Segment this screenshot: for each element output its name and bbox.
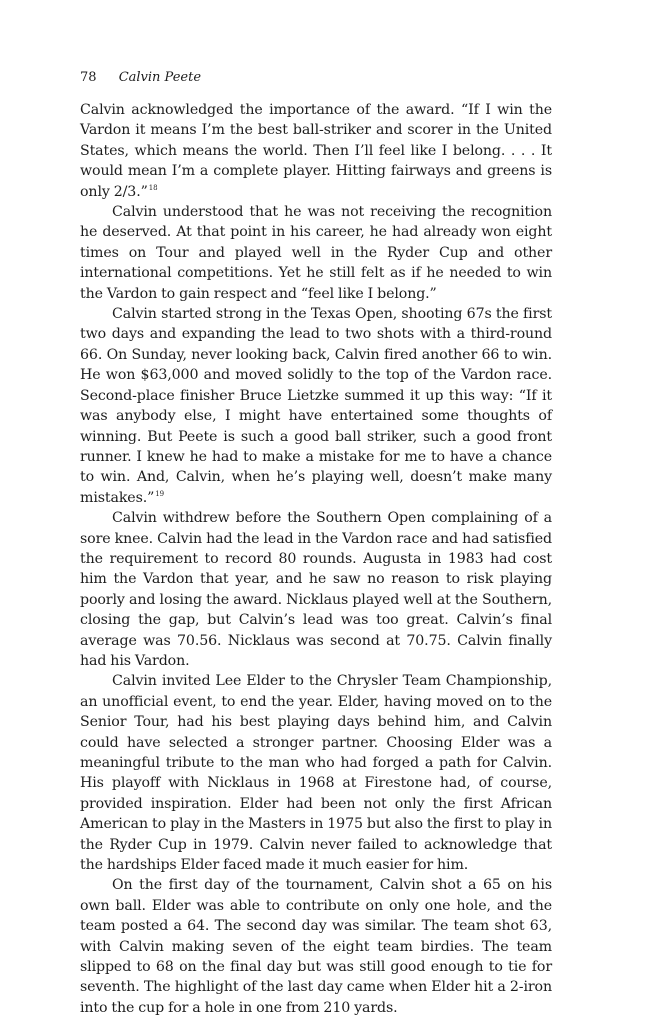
paragraph-text: Calvin invited Lee Elder to the Chrysler Team Championship, an unofficial event, to end the year. Elder, having moved on to the Senior Tour, had his best playing days behind him, and Calvin could have selected a stronger partner. Choosing Elder was a meaningful tribute to the man who had forged a path for Calvin. His playoff with Nicklaus in 1968 at Firestone had, of course, provided inspiration. Elder had been not only the first African American to play in the Masters in 1975 but also the first to play in the Ryder Cup in 1979. Calvin never failed to acknowledge that the hardships Elder faced made it much easier for him.	[80, 673, 552, 874]
paragraph-text: Calvin started strong in the Texas Open, shooting 67s the first two days and expanding the lead to two shots with a third-round 66. On Sunday, never looking back, Calvin fired another 66 to win. He won $63,000 and moved solidly to the top of the Vardon race. Second-place finisher Bruce Lietzke summed it up this way: “If it was anybody else, I might have entertained some thoughts of winning. But Peete is such a good ball striker, such a good front runner. I knew he had to make a mistake for me to have a chance to win. And, Calvin, when he’s playing well, doesn’t make many mistakes.”	[80, 306, 552, 506]
footnote-marker-19: 19	[155, 489, 164, 498]
paragraph-text: Calvin acknowledged the importance of the award. “If I win the Vardon it means I’m the best ball-striker and scorer in the United States, which means the world. Then I’ll feel like I belong. . . . It would mean I’m a complete player. Hitting fairways and greens is only 2/3.”	[80, 102, 552, 200]
paragraph-3	[80, 304, 552, 508]
paragraph-text: On the first day of the tournament, Calvin shot a 65 on his own ball. Elder was able to contribute on only one hole, and the team posted a 64. The second day was similar. The team shot 63, with Calvin making seven of the eight team birdies. The team slipped to 68 on the final day but was still good enough to tie for seventh. The highlight of the last day came when Elder hit a 2-iron into the cup for a hole in one from 210 yards.	[80, 877, 552, 1016]
paragraph-text: Calvin understood that he was not receiving the recognition he deserved. At that point in his career, he had already won eight times on Tour and played well in the Ryder Cup and other international competitions. Yet he still felt as if he needed to win the Vardon to gain respect and “feel like I belong.”	[80, 204, 552, 302]
running-title: Calvin Peete	[118, 70, 202, 85]
running-head	[80, 70, 201, 86]
paragraph-2	[80, 202, 552, 304]
page-number: 78	[80, 70, 97, 85]
paragraph-6	[80, 875, 552, 1018]
footnote-marker-18: 18	[148, 183, 158, 192]
body-text	[80, 100, 552, 1018]
paragraph-5	[80, 671, 552, 875]
paragraph-text: Calvin withdrew before the Southern Open complaining of a sore knee. Calvin had the lead in the Vardon race and had satisfied the requirement to record 80 rounds. Augusta in 1983 had cost him the Vardon that year, and he saw no reason to risk playing poorly and losing the award. Nicklaus played well at the Southern, closing the gap, but Calvin’s lead was too great. Calvin’s final average was 70.56. Nicklaus was second at 70.75. Calvin finally had his Vardon.	[80, 510, 552, 669]
paragraph-4	[80, 508, 552, 671]
paragraph-1	[80, 100, 552, 202]
